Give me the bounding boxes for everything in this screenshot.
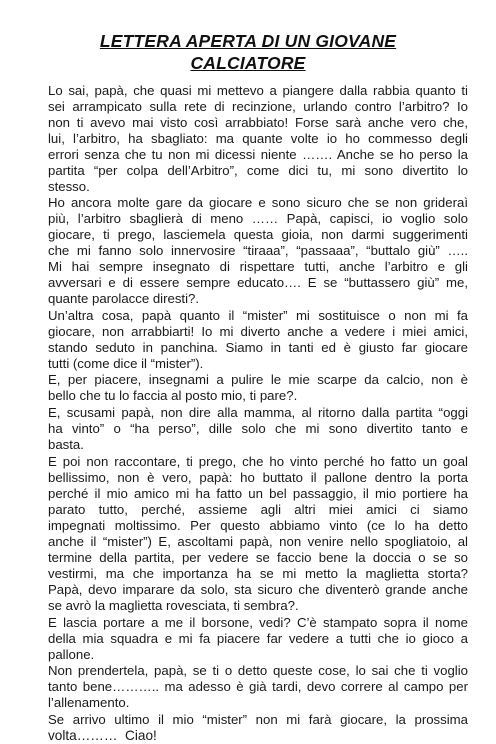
text-line: ha vinto” o “ha perso”, dille solo che mi sono divertito tanto e — [48, 421, 468, 436]
text-line: della mia squadra e mi fa piacere far vedere a tutti che io gioco a — [48, 631, 468, 646]
text-line: stando seduto in panchina. Siamo in tanti ed è giusto far giocare — [48, 340, 468, 355]
title-line-2: CALCIATORE — [190, 53, 306, 73]
text-line: perché il mio amico mi ha fatto un bel passaggio, il mio portiere ha — [48, 486, 468, 501]
text-line: anche il “mister”) E, ascoltami papà, non venire nello spogliatoio, al — [48, 534, 468, 549]
text-line: sei arrampicato sulla rete di recinzione, urlando contro l’arbitro? Io — [48, 99, 468, 114]
text-line: E poi non raccontare, ti prego, che ho vinto perché ho fatto un goal — [48, 454, 468, 469]
text-line: quante parolacce diresti?. — [48, 291, 200, 306]
letter-title — [0, 30, 496, 74]
text-line: partita “per colpa dell’Arbitro”, come dici tu, mi sono divertito lo — [48, 163, 468, 178]
text-line: parato tutto, perché, assieme agli altri miei amici ci siamo — [48, 502, 468, 517]
text-line: tutti (come dice il “mister”). — [48, 356, 204, 371]
text-line: più, l’arbitro sbaglierà di meno …… Papà, capisci, io voglio solo — [48, 211, 468, 226]
text-line: Mi hai sempre insegnato di rispettare tutti, anche l’arbitro e gli — [48, 259, 468, 274]
text-line: giocare, ti prego, lasciemela questa gioia, non darmi suggerimenti — [48, 227, 468, 242]
text-line: Se arrivo ultimo il mio “mister” non mi farà giocare, la prossima — [48, 712, 468, 727]
text-line: E, per piacere, insegnami a pulire le mie scarpe da calcio, non è — [48, 372, 468, 387]
text-line: se avrò la maglietta rovesciata, ti sembra?. — [48, 598, 299, 613]
text-line: termine della partita, per vedere se faccio bene la doccia o se so — [48, 550, 468, 565]
text-line: basta. — [48, 437, 84, 452]
text-line: Papà, devo imparare da solo, sta sicuro che diventerò grande anche — [48, 582, 468, 597]
text-line: Un’altra cosa, papà quanto il “mister” mi sostituisce o non mi fa — [48, 308, 468, 323]
text-line: errori senza che tu non mi dicessi niente ……. Anche se ho perso la — [48, 147, 468, 162]
text-line: Lo sai, papà, che quasi mi mettevo a piangere dalla rabbia quanto ti — [48, 83, 468, 98]
text-line: giocare, non arrabbiarti! Io mi diverto anche a vedere i miei amici, — [48, 324, 468, 339]
text-line: lui, l’arbitro, ha sbagliato: ma quante volte io ho commesso degli — [48, 131, 468, 146]
text-line: tanto bene……….. ma adesso è già tardi, devo correre al campo per — [48, 679, 468, 694]
text-line: pallone. — [48, 647, 95, 662]
text-line: Non prendertela, papà, se ti o detto queste cose, lo sai che ti voglio — [48, 663, 468, 678]
text-line: l’allenamento. — [48, 695, 130, 710]
text-line: vestirmi, ma che importanza ha se mi metto la maglietta storta? — [48, 566, 468, 581]
text-line: E lascia portare a me il borsone, vedi? C’è stampato sopra il nome — [48, 615, 468, 630]
text-line: stesso. — [48, 179, 90, 194]
text-line: impegnati moltissimo. Per questo abbiamo vinto (ce lo ha detto — [48, 518, 468, 533]
text-line: Ho ancora molte gare da giocare e sono sicuro che se non grideraì — [48, 195, 468, 210]
text-line: bellissimo, non è vero, papà: ho buttato il pallone dentro la porta — [48, 470, 468, 485]
text-line: avversari e di essere sempre educato…. E se “buttassero giù” me, — [48, 275, 468, 290]
text-line: E, scusami papà, non dire alla mamma, al ritorno dalla partita “oggi — [48, 405, 468, 420]
text-line: bello che tu lo faccia al posto mio, ti pare?. — [48, 388, 298, 403]
text-line: non ti avevo mai visto così arrabbiato! Forse sarà anche vero che, — [48, 115, 468, 130]
title-line-1: LETTERA APERTA DI UN GIOVANE — [99, 31, 397, 51]
text-line: che mi fanno solo innervosire “tiraaa”, “passaaa”, “buttalo giù” ….. — [48, 243, 468, 258]
text-line-closing: volta……… Ciao! — [48, 728, 157, 743]
